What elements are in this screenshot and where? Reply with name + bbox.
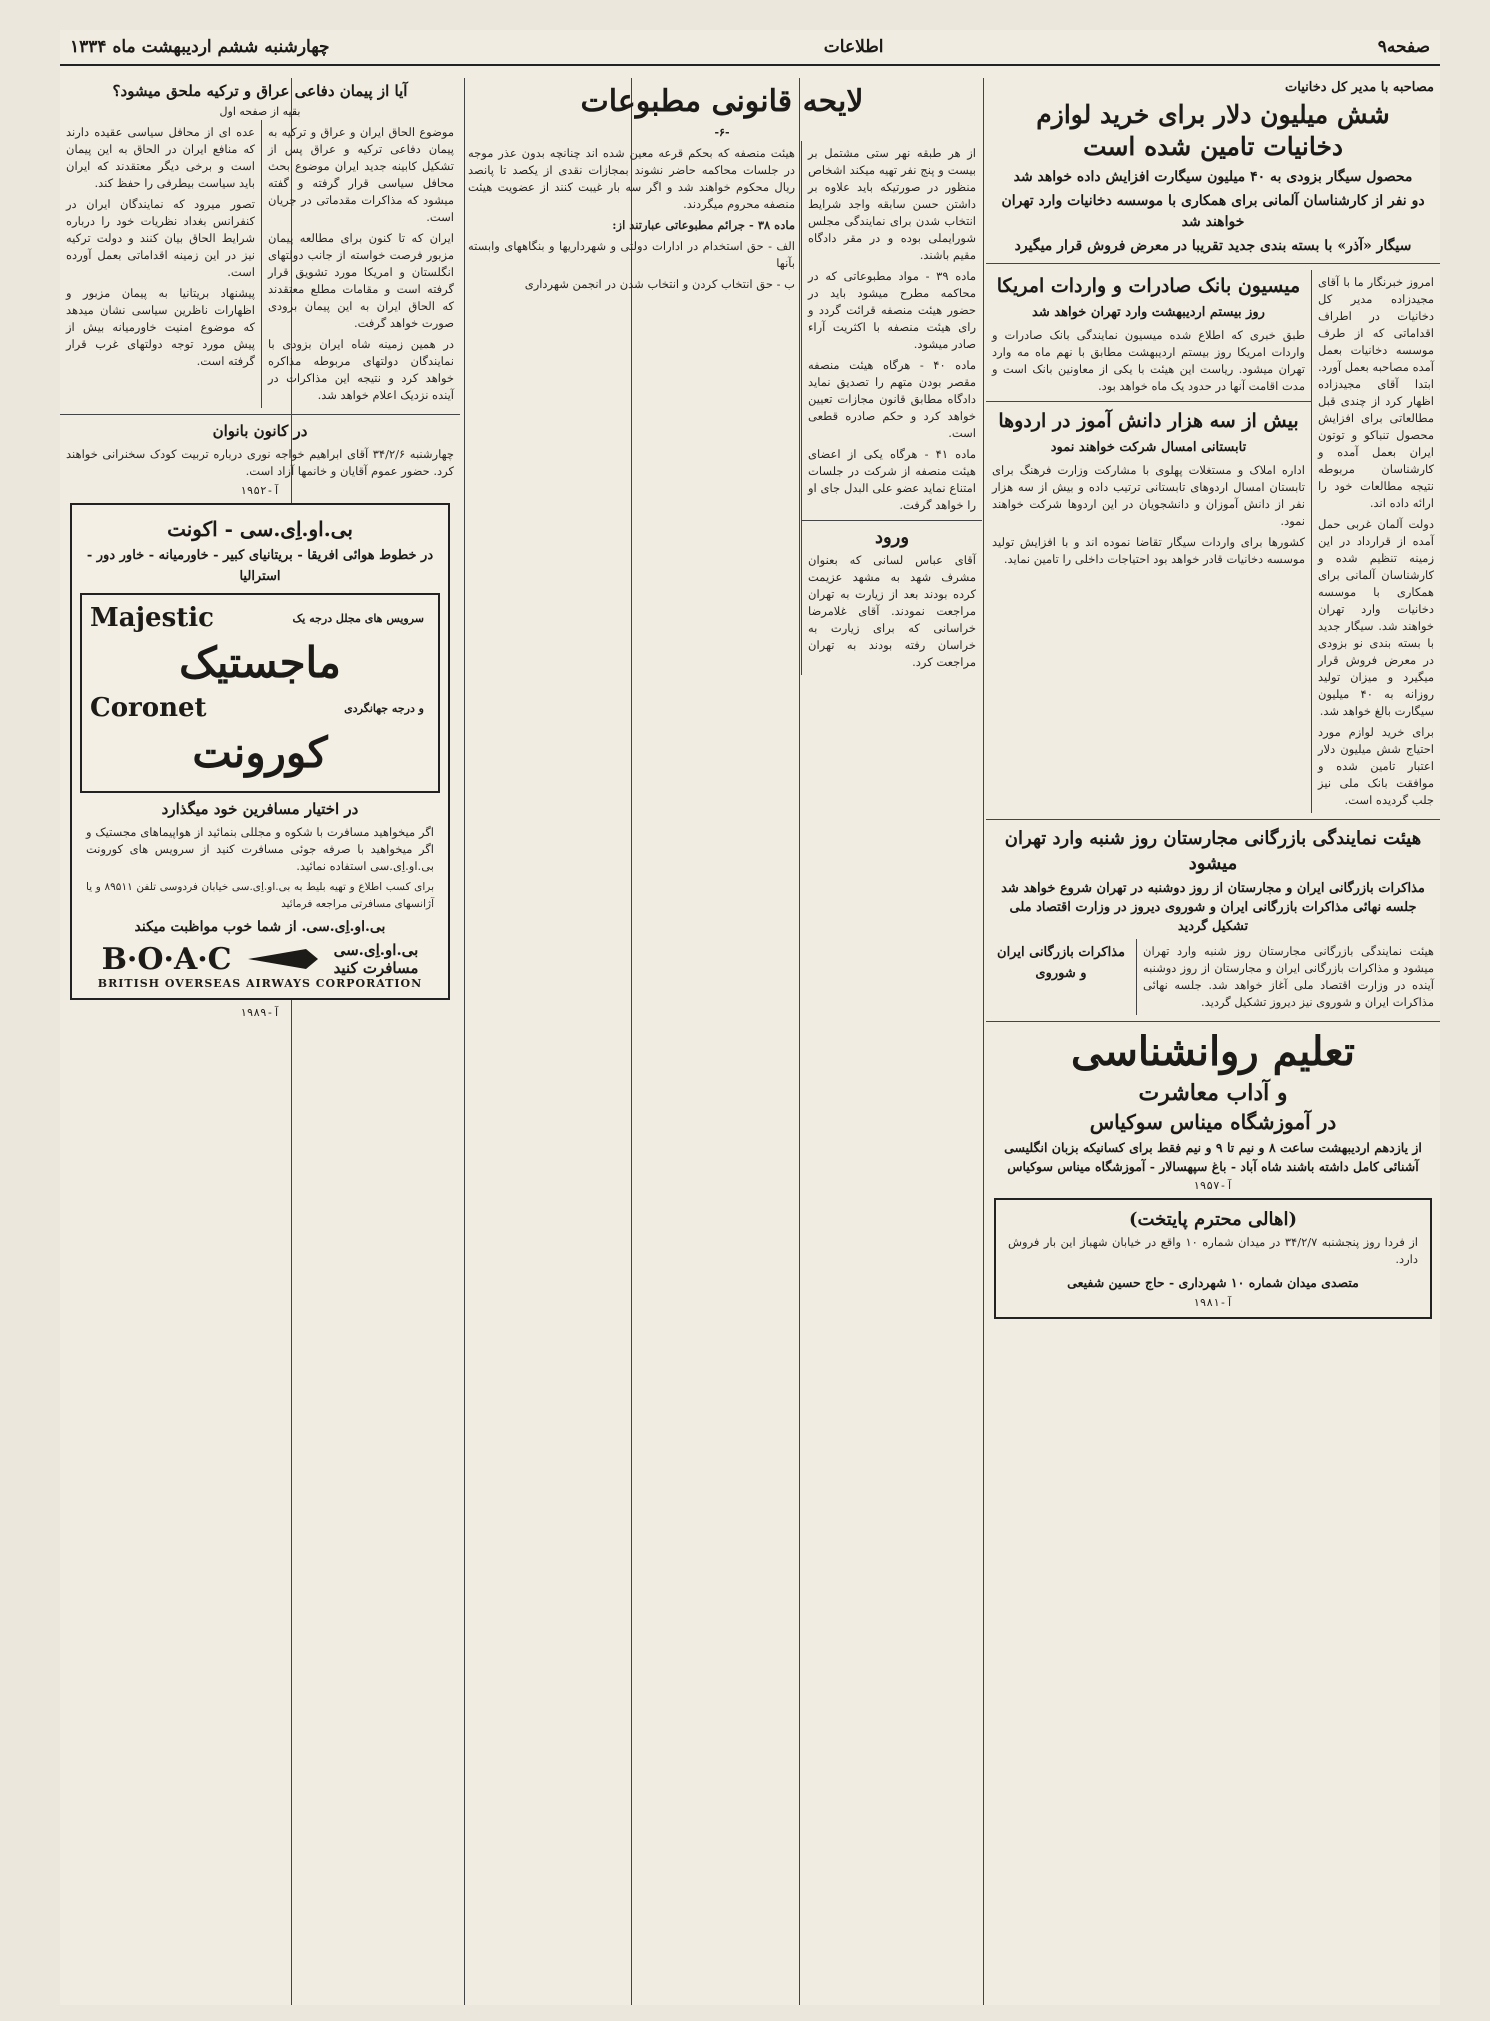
tobacco-body: دولت آلمان غربی حمل آمده از قرارداد در این زمینه تنظیم شده و کارشناسان آلمانی برای همکاری با موسسه دخانیات وارد تهران خواهند شد. سیگار جدید با بسته بندی نو بزودی در معرض فروش قرار میگیرد و میزان تولید روزانه به ۴۰ میلیون سیگارت بالغ خواهد شد. bbox=[1318, 517, 1434, 718]
ad-routes: در خطوط هوائی افریقا - بریتانیای کبیر - خاورمیانه - خاور دور - استرالیا bbox=[86, 548, 434, 584]
ad-tagline: در اختیار مسافرین خود میگذارد bbox=[161, 800, 359, 818]
press-law-body: ماده ۴۰ - هرگاه هیئت منصفه مقصر بودن متهم را تصدیق نماید دادگاه مطابق قانون مجازات تعیین خواهد کرد و حکم صادره قطعی است. bbox=[808, 358, 976, 440]
pact-body: در همین زمینه شاه ایران بزودی با نمایندگان دولتهای مربوطه مذاکره خواهد کرد و نتیجه این مذاکرات در آینده نزدیک اعلام خواهد شد. bbox=[268, 337, 454, 402]
boac-persian-2: مسافرت کنید bbox=[333, 959, 419, 977]
boac-advertisement bbox=[70, 503, 450, 1000]
press-law-col-a bbox=[801, 141, 982, 675]
arrival-body: آقای عباس لسانی که بعنوان مشرف شهد به مشهد عزیمت کرده بودند بعد از زیارت به تهران مراجعت نمودند. آقای غلامرضا خراسانی که برای زیارت به خراسان رفته بودند به تهران مراجعت کرد. bbox=[808, 553, 976, 669]
tobacco-subhead-1: محصول سیگار بزودی به ۴۰ میلیون سیگارت افزایش داده خواهد شد bbox=[1013, 169, 1413, 185]
pact-col-b bbox=[60, 120, 261, 408]
divider bbox=[986, 401, 1311, 402]
camps-body: اداره املاک و مستغلات پهلوی با مشارکت وزارت فرهنگ برای تابستان امسال اردوهای تابستانی ترتیب داده و بیش از سه هزار نفر از دانش آموزان و دانشجویان در این اردوها شرکت خواهند نمود. bbox=[992, 463, 1305, 528]
left-column bbox=[60, 78, 460, 2005]
masthead bbox=[60, 30, 1440, 66]
camps-headline: بیش از سه هزار دانش آموز در اردوها bbox=[998, 410, 1299, 432]
tobacco-body: برای خرید لوازم مورد احتیاج شش میلیون دلار اعتبار تامین شده و موافقت بانک ملی نیز جلب گردیده است. bbox=[1318, 725, 1434, 807]
womens-club-code: آ-۱۹۵۲ bbox=[240, 484, 280, 497]
pact-continued: بقیه از صفحه اول bbox=[219, 105, 301, 118]
press-law-title: لایحه قانونی مطبوعات bbox=[580, 84, 864, 119]
boac-letters: B·O·A·C bbox=[101, 941, 232, 977]
press-law-column bbox=[462, 78, 982, 2005]
mission-subhead: روز بیستم اردیبهشت وارد تهران خواهد شد bbox=[1032, 305, 1265, 320]
majestic-persian: ماجستیک bbox=[179, 638, 341, 687]
tobacco-side-column bbox=[1311, 270, 1440, 813]
ad-brands bbox=[80, 593, 440, 793]
divider bbox=[986, 263, 1440, 264]
newspaper-page bbox=[60, 30, 1440, 2005]
pact-body: پیشنهاد بریتانیا به پیمان مزبور و اظهارات ناظرین سیاسی نشان میدهد که موضوع امنیت خاورمیانه بیش از پیش مورد توجه دولتهای غرب قرار گرفته است. bbox=[66, 286, 255, 368]
issue-date: چهارشنبه ششم اردیبهشت ماه ۱۳۳۴ bbox=[70, 37, 330, 57]
coronet-latin: Coronet bbox=[90, 693, 207, 723]
soviet-trade-headline: مذاکرات بازرگانی ایران و شوروی bbox=[997, 945, 1125, 981]
tobacco-subhead-3: سیگار «آذر» با بسته بندی جدید تقریبا در معرض فروش قرار میگیرد bbox=[1014, 238, 1412, 254]
pact-body: ایران که تا کنون برای مطالعه پیمان مزبور فرصت خواسته از جانب دولتهای انگلستان و امریکا مورد تشویق قرار گرفته است و مقامات مطلع معتقدند که الحاق ایران به این پیمان بزودی صورت خواهد گرفت. bbox=[268, 231, 454, 330]
press-law-part: -۶- bbox=[714, 126, 730, 139]
ad-body: اگر میخواهید مسافرت با شکوه و مجللی بنمائید از هواپیماهای مجستیک و اگر میخواهید با صرفه جوئی مسافرت کنید از سرویس های کورونت بی.او.اِی.سی استفاده نمائید. bbox=[86, 825, 434, 873]
coronet-persian: کورونت bbox=[192, 728, 328, 777]
mission-body: طبق خبری که اطلاع شده میسیون نمایندگی بانک صادرات و واردات امریکا روز بیستم اردیبهشت مطابق با نهم ماه مه وارد تهران میشود. ریاست این هیئت با یکی از معاونین بانک است و مدت اقامت آنها در حدود یک ماه خواهد بود. bbox=[992, 328, 1305, 393]
press-law-article: ماده ۳۸ - جرائم مطبوعاتی عبارتند از: bbox=[612, 218, 795, 232]
trade-body-wrap bbox=[1137, 939, 1440, 1015]
press-law-body: ماده ۳۹ - مواد مطبوعاتی که در محاکمه مطرح میشود باید در حضور هیئت منصفه قرائت گردد و رای هیئت منصفه با اکثریت آراء صادر میشود. bbox=[808, 269, 976, 351]
trade-subhead: مذاکرات بازرگانی ایران و مجارستان از روز دوشنبه در تهران شروع خواهد شد جلسه نهائی مذاکرات بازرگانی ایران و شوروی دیروز در وزارت اقتصاد ملی تشکیل گردید bbox=[1001, 881, 1425, 934]
tobacco-body: امروز خبرنگار ما با آقای مجیدزاده مدیر کل دخانیات در اطراف اقداماتی که از طرف موسسه دخانیات بعمل آمده مصاحبه بعمل آورد. ابتدا آقای مجیدزاده اظهار کرد از چندی قبل مطالعاتی برای افزایش محصول تنباکو و توتون ایران بعمل آمده و کارشناسان مربوطه نتیجه مطالعات خود را ارائه داده اند. bbox=[1318, 275, 1434, 510]
divider bbox=[802, 520, 982, 521]
pact-body: تصور میرود که نمایندگان ایران در کنفرانس بغداد نظریات خود را درباره شرایط الحاق بیان کنند و دولت ترکیه نیز در این زمینه اقداماتی بعمل آورده است. bbox=[66, 197, 255, 279]
camps-subhead: تابستانی امسال شرکت خواهند نمود bbox=[1050, 440, 1247, 455]
press-law-body: ماده ۴۱ - هرگاه یکی از اعضای هیئت منصفه از شرکت در جلسات امتناع نماید عضو علی البدل جای او را خواهد گرفت. bbox=[808, 447, 976, 512]
course-title: تعلیم روانشناسی bbox=[1071, 1028, 1355, 1075]
divider bbox=[986, 819, 1440, 820]
column-rule bbox=[983, 78, 984, 2005]
boac-logo bbox=[80, 941, 440, 977]
press-law-item: الف - حق استخدام در ادارات دولتی و شهرداریها و بنگاههای وابسته بآنها bbox=[468, 239, 795, 270]
page-number: صفحه۹ bbox=[1377, 37, 1430, 57]
ad-title: بی.او.اِی.سی - اکونت bbox=[167, 517, 353, 541]
trade-body: هیئت نمایندگی بازرگانی مجارستان روز شنبه وارد تهران میشود و مذاکرات بازرگانی ایران و مجارستان از روز دوشنبه آینده در وزارت اقتصاد ملی آغاز خواهد شد. جلسه نهائی مذاکرات ایران و شوروی نیز دیروز تشکیل گردید. bbox=[1143, 944, 1434, 1009]
interview-kicker: مصاحبه با مدیر کل دخانیات bbox=[1285, 80, 1434, 95]
course-subtitle: و آداب معاشرت bbox=[1138, 1080, 1288, 1106]
notice-box bbox=[994, 1198, 1432, 1319]
divider bbox=[986, 1021, 1440, 1022]
majestic-latin: Majestic bbox=[90, 603, 214, 633]
arrival-title: ورود bbox=[874, 527, 910, 548]
boac-persian: بی.او.اِی.سی bbox=[333, 941, 419, 959]
press-law-body: از هر طبقه نهر ستی مشتمل بر بیست و پنج نفر تهیه میکند اشخاص منظور در صورتیکه باید علاوه بر داشتن حسن سابقه واجد شرایط انتخاب شدن برای نمایندگی مجلس شورایملی بوده و در مقر دادگاه مقیم باشند. bbox=[808, 146, 976, 262]
tobacco-headline: شش میلیون دلار برای خرید لوازم دخانیات تامین شده است bbox=[1036, 100, 1390, 161]
course-code: آ-۱۹۵۷ bbox=[1193, 1179, 1233, 1192]
paper-name: اطلاعات bbox=[823, 37, 884, 57]
pact-headline: آیا از پیمان دفاعی عراق و ترکیه ملحق میشود؟ bbox=[112, 82, 408, 100]
ad-slogan: بی.او.اِی.سی. از شما خوب مواظبت میکند bbox=[134, 919, 386, 935]
right-column bbox=[986, 78, 1440, 2005]
womens-club-body: چهارشنبه ۳۴/۲/۶ آقای ابراهیم خواجه نوری درباره تربیت کودک سخنرانی خواهند کرد. حضور عموم آقایان و خانمها آزاد است. bbox=[66, 447, 454, 478]
notice-body: از فردا روز پنجشنبه ۳۴/۲/۷ در میدان شماره ۱۰ واقع در خیابان شهباز این بار فروش دارد. bbox=[1008, 1235, 1418, 1266]
tobacco-subhead-2: دو نفر از کارشناسان آلمانی برای همکاری با موسسه دخانیات وارد تهران خواهند شد bbox=[1001, 193, 1425, 230]
notice-code: آ-۱۹۸۱ bbox=[1193, 1296, 1233, 1309]
divider bbox=[60, 414, 460, 415]
notice-signature: متصدی میدان شماره ۱۰ شهرداری - حاج حسین شفیعی bbox=[1067, 1275, 1359, 1290]
coronet-caption: و درجه جهانگردی bbox=[344, 701, 424, 715]
ad-contact: برای کسب اطلاع و تهیه بلیط به بی.او.اِی.سی خیابان فردوسی تلفن ۸۹۵۱۱ و یا آژانسهای مسافرتی مراجعه فرمائید bbox=[86, 881, 434, 910]
boac-fullname: BRITISH OVERSEAS AIRWAYS CORPORATION bbox=[97, 977, 423, 990]
mission-headline: میسیون بانک صادرات و واردات امریکا bbox=[996, 275, 1301, 297]
press-law-item: ب - حق انتخاب کردن و انتخاب شدن در انجمن شهرداری bbox=[524, 277, 795, 291]
course-body: از یازدهم اردیبهشت ساعت ۸ و نیم تا ۹ و نیم فقط برای کسانیکه بزبان انگلیسی آشنائی کامل داشته باشند شاه آباد - باغ سپهسالار - آموزشگاه میناس سوکیاس bbox=[1004, 1140, 1422, 1174]
ad-code: آ-۱۹۸۹ bbox=[240, 1006, 280, 1019]
trade-side bbox=[986, 939, 1137, 1015]
pact-col-a bbox=[261, 120, 460, 408]
womens-club-title: در کانون بانوان bbox=[212, 422, 308, 440]
majestic-caption: سرویس های مجلل درجه یک bbox=[292, 611, 424, 625]
trade-headline: هیئت نمایندگی بازرگانی مجارستان روز شنبه وارد تهران میشود bbox=[1004, 828, 1422, 874]
cigarette-note: کشورها برای واردات سیگار تقاضا نموده اند و با افزایش تولید موسسه دخانیات قادر خواهد بود احتیاجات داخلی را تامین نماید. bbox=[992, 535, 1305, 566]
pact-body: عده ای از محافل سیاسی عقیده دارند که منافع ایران در الحاق به این پیمان است و برخی دیگر معتقدند که ایران باید سیاست بیطرفی را حفظ کند. bbox=[66, 125, 255, 190]
press-law-body: هیئت منصفه که بحکم قرعه معین شده اند چنانچه بدون عذر موجه در جلسات محاکمه حاضر نشوند بمجازات نقدی از یکصد تا پانصد ریال محکوم خواهند شد و اگر سه بار غیبت کنند از عضویت هیئت منصفه محروم میگردند. bbox=[468, 146, 795, 211]
pact-body: موضوع الحاق ایران و عراق و ترکیه به پیمان دفاعی ترکیه و عراق پس از تشکیل کابینه جدید ایران موضوع بحث محافل سیاسی قرار گرفته و گفته میشود که مذاکرات مقدماتی در جریان است. bbox=[268, 125, 454, 224]
speedbird-icon bbox=[246, 945, 320, 973]
press-law-col-b bbox=[462, 141, 801, 675]
notice-title: (اهالی محترم پایتخت) bbox=[1128, 1209, 1298, 1230]
mission-block bbox=[986, 270, 1311, 813]
course-school: در آموزشگاه میناس سوکیاس bbox=[1089, 1110, 1337, 1134]
